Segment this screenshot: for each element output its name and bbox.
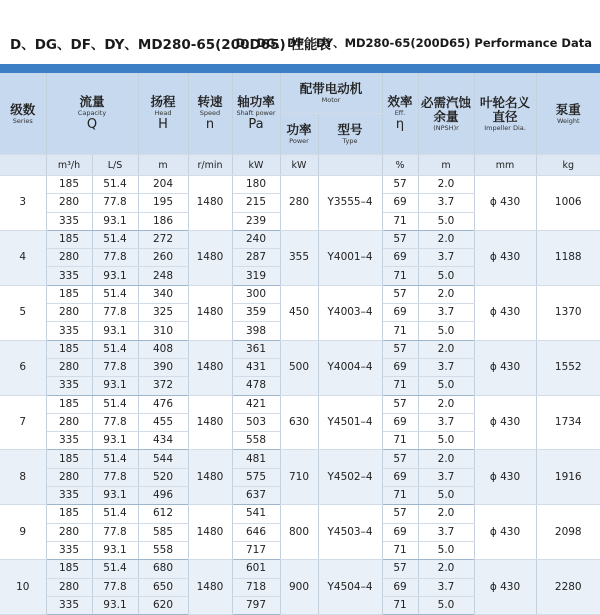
motor-type-cell: Y4503–4: [318, 505, 382, 560]
unit-cell: kg: [536, 155, 600, 176]
series-cell: 5: [0, 285, 46, 340]
shaft-power-cell: 478: [232, 377, 280, 395]
capacity-ls-cell: 77.8: [92, 249, 138, 267]
head-cell: 585: [138, 523, 188, 541]
col-weight: 泵重 Weight: [536, 73, 600, 155]
unit-cell: kW: [232, 155, 280, 176]
shaft-power-cell: 421: [232, 395, 280, 413]
unit-cell: m: [138, 155, 188, 176]
speed-cell: 1480: [188, 560, 232, 615]
table-row: [0, 560, 600, 578]
unit-cell: %: [382, 155, 418, 176]
shaft-power-cell: 239: [232, 212, 280, 230]
head-cell: 455: [138, 413, 188, 431]
head-cell: 372: [138, 377, 188, 395]
speed-cell: 1480: [188, 395, 232, 450]
efficiency-cell: 57: [382, 395, 418, 413]
shaft-power-cell: 431: [232, 358, 280, 376]
efficiency-cell: 57: [382, 560, 418, 578]
npsh-cell: 5.0: [418, 487, 474, 505]
series-cell: 3: [0, 176, 46, 231]
col-speed: 转速 Speed n: [188, 73, 232, 155]
npsh-cell: 3.7: [418, 304, 474, 322]
shaft-power-cell: 287: [232, 249, 280, 267]
shaft-power-cell: 398: [232, 322, 280, 340]
speed-cell: 1480: [188, 340, 232, 395]
speed-cell: 1480: [188, 285, 232, 340]
weight-cell: 1734: [536, 395, 600, 450]
head-cell: 186: [138, 212, 188, 230]
series-cell: 8: [0, 450, 46, 505]
head-cell: 248: [138, 267, 188, 285]
shaft-power-cell: 240: [232, 230, 280, 248]
head-cell: 204: [138, 176, 188, 194]
shaft-power-cell: 637: [232, 487, 280, 505]
unit-cell: m³/h: [46, 155, 92, 176]
capacity-ls-cell: 93.1: [92, 596, 138, 614]
unit-cell: r/min: [188, 155, 232, 176]
table-row: [0, 285, 600, 303]
head-cell: 340: [138, 285, 188, 303]
capacity-m3h-cell: 280: [46, 413, 92, 431]
col-series: 级数 Series: [0, 73, 46, 155]
impeller-cell: ϕ 430: [474, 285, 536, 340]
head-cell: 680: [138, 560, 188, 578]
impeller-cell: ϕ 430: [474, 450, 536, 505]
unit-cell: [0, 155, 46, 176]
page-title-cn: D、DG、DF、DY、MD280-65(200D65) 性能表: [10, 37, 331, 53]
efficiency-cell: 71: [382, 596, 418, 614]
col-motor-type: 型号 Type: [318, 114, 382, 155]
efficiency-cell: 69: [382, 523, 418, 541]
npsh-cell: 5.0: [418, 322, 474, 340]
table-row: [0, 395, 600, 413]
performance-table: [0, 73, 600, 615]
capacity-ls-cell: 51.4: [92, 560, 138, 578]
npsh-cell: 3.7: [418, 468, 474, 486]
shaft-power-cell: 300: [232, 285, 280, 303]
weight-cell: 1006: [536, 176, 600, 231]
capacity-ls-cell: 51.4: [92, 340, 138, 358]
capacity-m3h-cell: 185: [46, 450, 92, 468]
npsh-cell: 5.0: [418, 432, 474, 450]
efficiency-cell: 69: [382, 249, 418, 267]
motor-type-cell: Y4003–4: [318, 285, 382, 340]
unit-cell: mm: [474, 155, 536, 176]
motor-power-cell: 500: [280, 340, 318, 395]
weight-cell: 2098: [536, 505, 600, 560]
motor-type-cell: Y4001–4: [318, 230, 382, 285]
capacity-m3h-cell: 335: [46, 596, 92, 614]
efficiency-cell: 69: [382, 194, 418, 212]
capacity-m3h-cell: 335: [46, 267, 92, 285]
col-npsh: 必需汽蚀余量 (NPSH)r: [418, 73, 474, 155]
shaft-power-cell: 558: [232, 432, 280, 450]
efficiency-cell: 69: [382, 468, 418, 486]
npsh-cell: 2.0: [418, 395, 474, 413]
head-cell: 476: [138, 395, 188, 413]
head-cell: 620: [138, 596, 188, 614]
efficiency-cell: 57: [382, 505, 418, 523]
shaft-power-cell: 319: [232, 267, 280, 285]
efficiency-cell: 71: [382, 212, 418, 230]
capacity-m3h-cell: 185: [46, 285, 92, 303]
efficiency-cell: 57: [382, 176, 418, 194]
series-cell: 10: [0, 560, 46, 615]
series-cell: 6: [0, 340, 46, 395]
shaft-power-cell: 575: [232, 468, 280, 486]
unit-cell: kW: [280, 155, 318, 176]
capacity-m3h-cell: 185: [46, 176, 92, 194]
motor-power-cell: 710: [280, 450, 318, 505]
capacity-m3h-cell: 335: [46, 212, 92, 230]
table-row: [0, 505, 600, 523]
efficiency-cell: 71: [382, 487, 418, 505]
capacity-m3h-cell: 335: [46, 432, 92, 450]
weight-cell: 2280: [536, 560, 600, 615]
capacity-m3h-cell: 280: [46, 304, 92, 322]
motor-type-cell: Y3555–4: [318, 176, 382, 231]
shaft-power-cell: 601: [232, 560, 280, 578]
npsh-cell: 5.0: [418, 596, 474, 614]
efficiency-cell: 71: [382, 432, 418, 450]
capacity-ls-cell: 77.8: [92, 304, 138, 322]
npsh-cell: 2.0: [418, 340, 474, 358]
shaft-power-cell: 797: [232, 596, 280, 614]
col-efficiency: 效率 Eff. η: [382, 73, 418, 155]
head-cell: 408: [138, 340, 188, 358]
impeller-cell: ϕ 430: [474, 560, 536, 615]
capacity-ls-cell: 77.8: [92, 523, 138, 541]
capacity-ls-cell: 93.1: [92, 267, 138, 285]
npsh-cell: 5.0: [418, 212, 474, 230]
capacity-m3h-cell: 280: [46, 468, 92, 486]
weight-cell: 1916: [536, 450, 600, 505]
npsh-cell: 3.7: [418, 578, 474, 596]
impeller-cell: ϕ 430: [474, 230, 536, 285]
speed-cell: 1480: [188, 230, 232, 285]
shaft-power-cell: 481: [232, 450, 280, 468]
col-shaft-power: 轴功率 Shaft power Pa: [232, 73, 280, 155]
capacity-ls-cell: 77.8: [92, 194, 138, 212]
unit-cell: [318, 155, 382, 176]
head-cell: 558: [138, 541, 188, 559]
impeller-cell: ϕ 430: [474, 505, 536, 560]
head-cell: 325: [138, 304, 188, 322]
head-cell: 612: [138, 505, 188, 523]
speed-cell: 1480: [188, 505, 232, 560]
weight-cell: 1552: [536, 340, 600, 395]
capacity-ls-cell: 77.8: [92, 578, 138, 596]
npsh-cell: 2.0: [418, 230, 474, 248]
capacity-m3h-cell: 185: [46, 560, 92, 578]
col-motor: 配带电动机 Motor: [280, 73, 382, 114]
units-row: [0, 155, 600, 176]
motor-type-cell: Y4501–4: [318, 395, 382, 450]
shaft-power-cell: 541: [232, 505, 280, 523]
shaft-power-cell: 215: [232, 194, 280, 212]
series-cell: 4: [0, 230, 46, 285]
efficiency-cell: 71: [382, 322, 418, 340]
capacity-m3h-cell: 280: [46, 523, 92, 541]
npsh-cell: 5.0: [418, 541, 474, 559]
impeller-cell: ϕ 430: [474, 176, 536, 231]
capacity-ls-cell: 77.8: [92, 468, 138, 486]
speed-cell: 1480: [188, 176, 232, 231]
capacity-m3h-cell: 280: [46, 358, 92, 376]
capacity-m3h-cell: 280: [46, 249, 92, 267]
motor-power-cell: 900: [280, 560, 318, 615]
head-cell: 520: [138, 468, 188, 486]
head-cell: 260: [138, 249, 188, 267]
npsh-cell: 2.0: [418, 505, 474, 523]
head-cell: 195: [138, 194, 188, 212]
capacity-m3h-cell: 335: [46, 541, 92, 559]
impeller-cell: ϕ 430: [474, 395, 536, 450]
shaft-power-cell: 361: [232, 340, 280, 358]
npsh-cell: 5.0: [418, 377, 474, 395]
head-cell: 544: [138, 450, 188, 468]
npsh-cell: 3.7: [418, 249, 474, 267]
motor-power-cell: 630: [280, 395, 318, 450]
table-body: [0, 176, 600, 615]
weight-cell: 1188: [536, 230, 600, 285]
npsh-cell: 2.0: [418, 450, 474, 468]
efficiency-cell: 57: [382, 230, 418, 248]
capacity-ls-cell: 93.1: [92, 541, 138, 559]
motor-type-cell: Y4504–4: [318, 560, 382, 615]
col-capacity: 流量 Capacity Q: [46, 73, 138, 155]
shaft-power-cell: 646: [232, 523, 280, 541]
efficiency-cell: 71: [382, 377, 418, 395]
shaft-power-cell: 180: [232, 176, 280, 194]
impeller-cell: ϕ 430: [474, 340, 536, 395]
shaft-power-cell: 503: [232, 413, 280, 431]
capacity-ls-cell: 51.4: [92, 505, 138, 523]
motor-type-cell: Y4004–4: [318, 340, 382, 395]
npsh-cell: 3.7: [418, 523, 474, 541]
title-bar: [0, 0, 600, 62]
motor-power-cell: 280: [280, 176, 318, 231]
efficiency-cell: 69: [382, 358, 418, 376]
efficiency-cell: 71: [382, 267, 418, 285]
npsh-cell: 3.7: [418, 358, 474, 376]
npsh-cell: 3.7: [418, 194, 474, 212]
speed-cell: 1480: [188, 450, 232, 505]
shaft-power-cell: 718: [232, 578, 280, 596]
capacity-ls-cell: 51.4: [92, 176, 138, 194]
capacity-ls-cell: 93.1: [92, 322, 138, 340]
npsh-cell: 2.0: [418, 560, 474, 578]
capacity-m3h-cell: 185: [46, 340, 92, 358]
efficiency-cell: 69: [382, 304, 418, 322]
head-cell: 390: [138, 358, 188, 376]
capacity-m3h-cell: 280: [46, 578, 92, 596]
shaft-power-cell: 359: [232, 304, 280, 322]
table-row: [0, 340, 600, 358]
motor-power-cell: 800: [280, 505, 318, 560]
header-band: [0, 64, 600, 73]
capacity-m3h-cell: 185: [46, 230, 92, 248]
efficiency-cell: 57: [382, 285, 418, 303]
motor-type-cell: Y4502–4: [318, 450, 382, 505]
head-cell: 434: [138, 432, 188, 450]
capacity-ls-cell: 93.1: [92, 377, 138, 395]
capacity-ls-cell: 77.8: [92, 413, 138, 431]
capacity-ls-cell: 93.1: [92, 432, 138, 450]
efficiency-cell: 69: [382, 578, 418, 596]
capacity-m3h-cell: 185: [46, 505, 92, 523]
capacity-m3h-cell: 280: [46, 194, 92, 212]
table-row: [0, 230, 600, 248]
efficiency-cell: 57: [382, 340, 418, 358]
unit-cell: L/S: [92, 155, 138, 176]
motor-power-cell: 355: [280, 230, 318, 285]
capacity-ls-cell: 77.8: [92, 358, 138, 376]
capacity-m3h-cell: 335: [46, 377, 92, 395]
efficiency-cell: 57: [382, 450, 418, 468]
unit-cell: m: [418, 155, 474, 176]
col-impeller: 叶轮名义直径 Impeller Dia.: [474, 73, 536, 155]
table-row: [0, 176, 600, 194]
efficiency-cell: 71: [382, 541, 418, 559]
shaft-power-cell: 717: [232, 541, 280, 559]
head-cell: 272: [138, 230, 188, 248]
npsh-cell: 2.0: [418, 176, 474, 194]
npsh-cell: 3.7: [418, 413, 474, 431]
weight-cell: 1370: [536, 285, 600, 340]
npsh-cell: 2.0: [418, 285, 474, 303]
capacity-ls-cell: 93.1: [92, 212, 138, 230]
capacity-ls-cell: 51.4: [92, 285, 138, 303]
head-cell: 310: [138, 322, 188, 340]
series-cell: 9: [0, 505, 46, 560]
capacity-ls-cell: 51.4: [92, 450, 138, 468]
col-head: 扬程 Head H: [138, 73, 188, 155]
col-motor-power: 功率 Power: [280, 114, 318, 155]
capacity-ls-cell: 51.4: [92, 395, 138, 413]
capacity-m3h-cell: 335: [46, 322, 92, 340]
capacity-m3h-cell: 335: [46, 487, 92, 505]
capacity-ls-cell: 51.4: [92, 230, 138, 248]
series-cell: 7: [0, 395, 46, 450]
page-title-en: D、DG、DF、DY、MD280-65(200D65) Performance Data: [235, 36, 592, 50]
table-header: [0, 73, 600, 176]
table-row: [0, 450, 600, 468]
efficiency-cell: 69: [382, 413, 418, 431]
head-cell: 496: [138, 487, 188, 505]
head-cell: 650: [138, 578, 188, 596]
motor-power-cell: 450: [280, 285, 318, 340]
capacity-m3h-cell: 185: [46, 395, 92, 413]
npsh-cell: 5.0: [418, 267, 474, 285]
capacity-ls-cell: 93.1: [92, 487, 138, 505]
